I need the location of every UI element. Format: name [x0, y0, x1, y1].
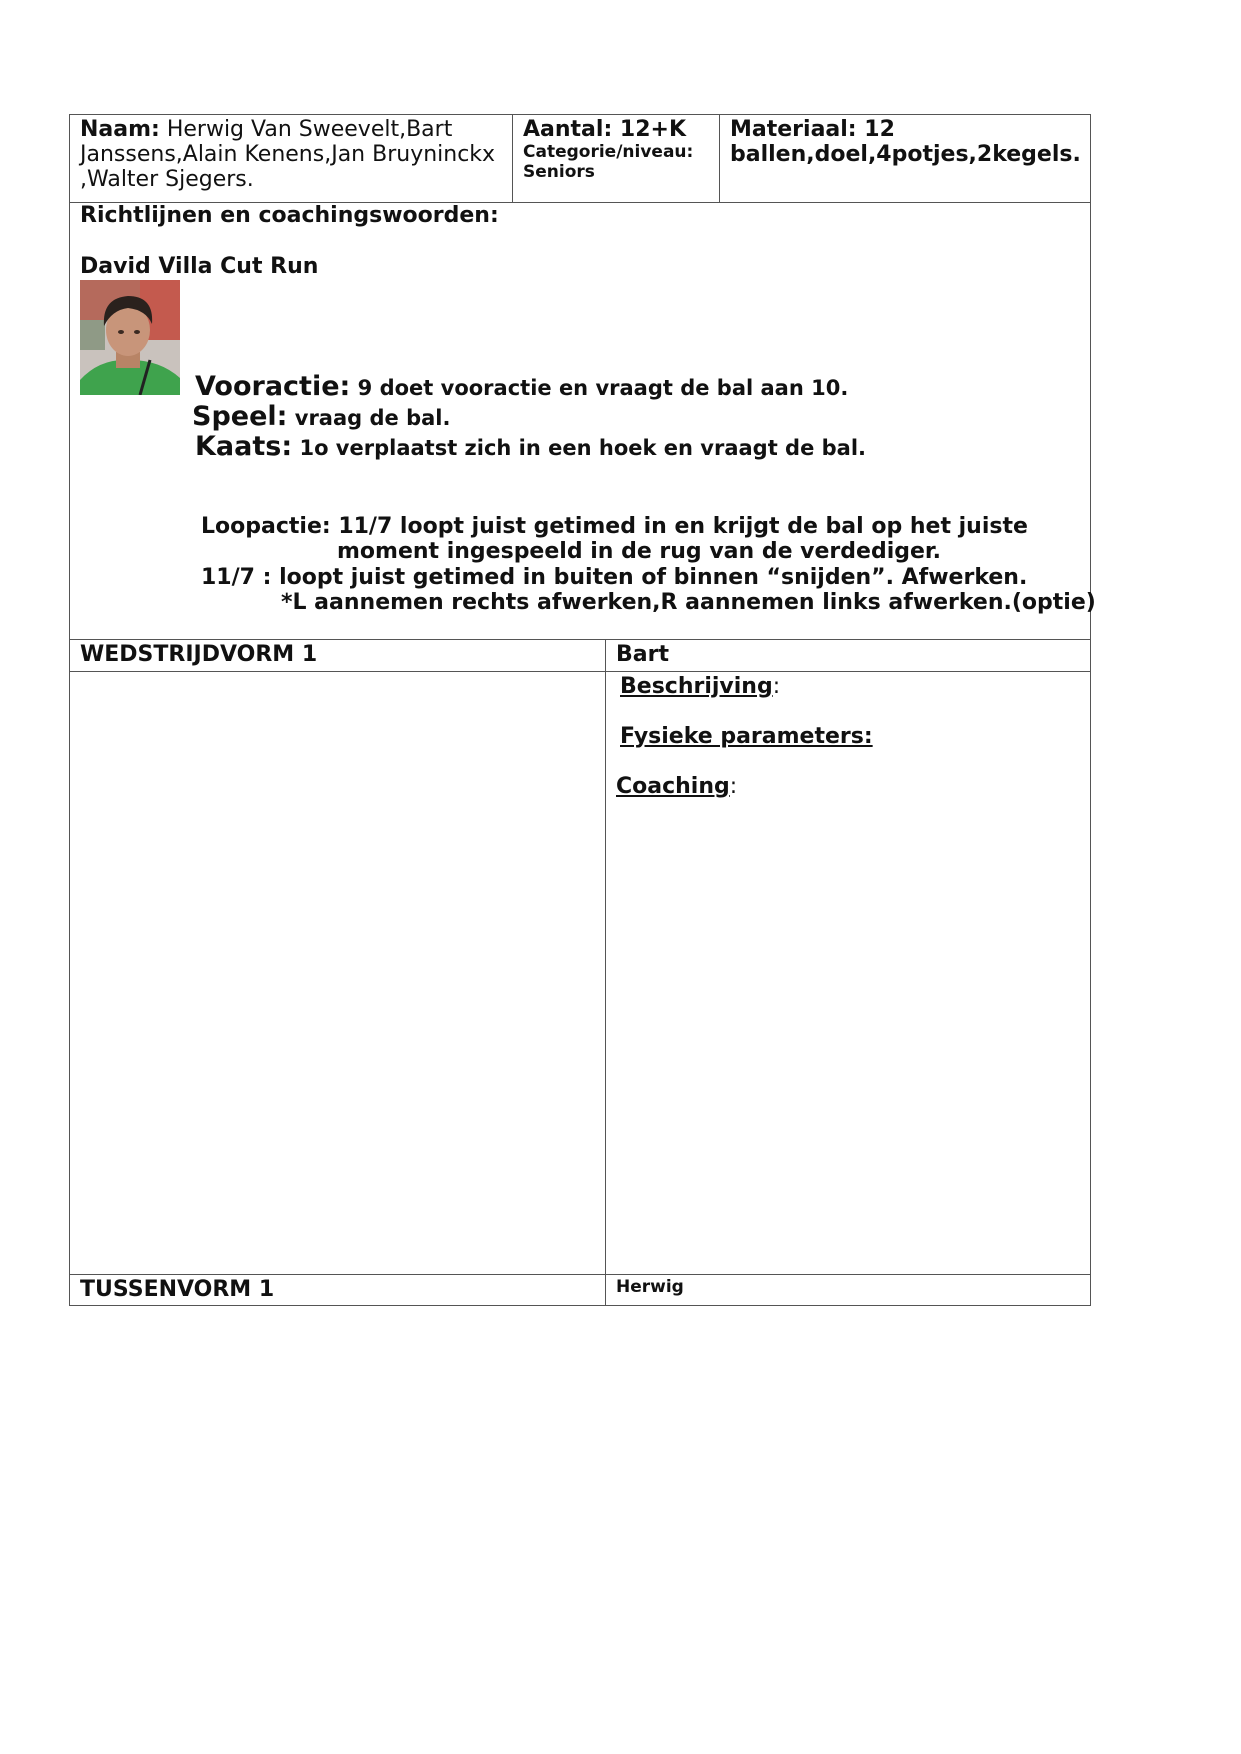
wedstrijdvorm-title: WEDSTRIJDVORM 1: [80, 642, 318, 667]
categorie-label: Categorie/niveau:: [523, 142, 694, 162]
kaats-label: Kaats:: [195, 431, 293, 462]
vooractie-text: 9 doet vooractie en vraagt de bal aan 10.: [357, 376, 849, 400]
aantal-text: Aantal: 12+K: [523, 117, 686, 142]
beschrijving-line: [620, 674, 780, 699]
speel-text: vraag de bal.: [294, 406, 451, 430]
kaats-line: [195, 432, 866, 463]
coaching-line: [616, 774, 737, 799]
coaching-colon: :: [729, 774, 738, 799]
naam-line-2: Janssens,Alain Kenens,Jan Bruyninckx: [80, 142, 496, 167]
naam-label: Naam:: [80, 117, 160, 142]
kaats-text: 1o verplaatst zich in een hoek en vraagt de bal.: [299, 436, 867, 460]
materiaal-line-1: Materiaal: 12: [730, 117, 895, 142]
beschrijving-colon: :: [772, 674, 781, 699]
materiaal-line-2: ballen,doel,4potjes,2kegels.: [730, 142, 1081, 167]
beschrijving-label: Beschrijving: [620, 674, 773, 699]
loopactie-line-1: Loopactie: 11/7 loopt juist getimed in en krijgt de bal op het juiste: [201, 514, 1028, 539]
speel-line: [192, 402, 450, 433]
tussenvorm-trainer: Herwig: [616, 1277, 684, 1297]
wedstrijdvorm-drawing-cell: [69, 671, 606, 1275]
fysieke-parameters-label: Fysieke parameters:: [620, 724, 873, 749]
naam-value-1: Herwig Van Sweevelt,Bart: [166, 117, 453, 142]
categorie-value: Seniors: [523, 162, 595, 182]
wedstrijdvorm-trainer-cell: [605, 639, 1091, 672]
loopactie-line-4: *L aannemen rechts afwerken,R aannemen links afwerken.(optie): [281, 590, 1096, 615]
vooractie-label: Vooractie:: [195, 371, 351, 402]
loopactie-line-2: moment ingespeeld in de rug van de verdediger.: [337, 539, 941, 564]
vooractie-line: [195, 372, 848, 403]
exercise-title: David Villa Cut Run: [80, 254, 319, 279]
coaching-label: Coaching: [616, 774, 730, 799]
wedstrijdvorm-description-cell: [605, 671, 1091, 1275]
tussenvorm-title: TUSSENVORM 1: [80, 1277, 275, 1302]
speel-label: Speel:: [192, 401, 288, 432]
wedstrijdvorm-trainer: Bart: [616, 642, 669, 667]
player-photo: [80, 280, 180, 395]
loopactie-line-3: 11/7 : loopt juist getimed in buiten of binnen “snijden”. Afwerken.: [201, 565, 1028, 590]
naam-line-1: [80, 117, 452, 142]
richtlijnen-heading: Richtlijnen en coachingswoorden:: [80, 203, 499, 228]
naam-line-3: ,Walter Sjegers.: [80, 167, 254, 192]
